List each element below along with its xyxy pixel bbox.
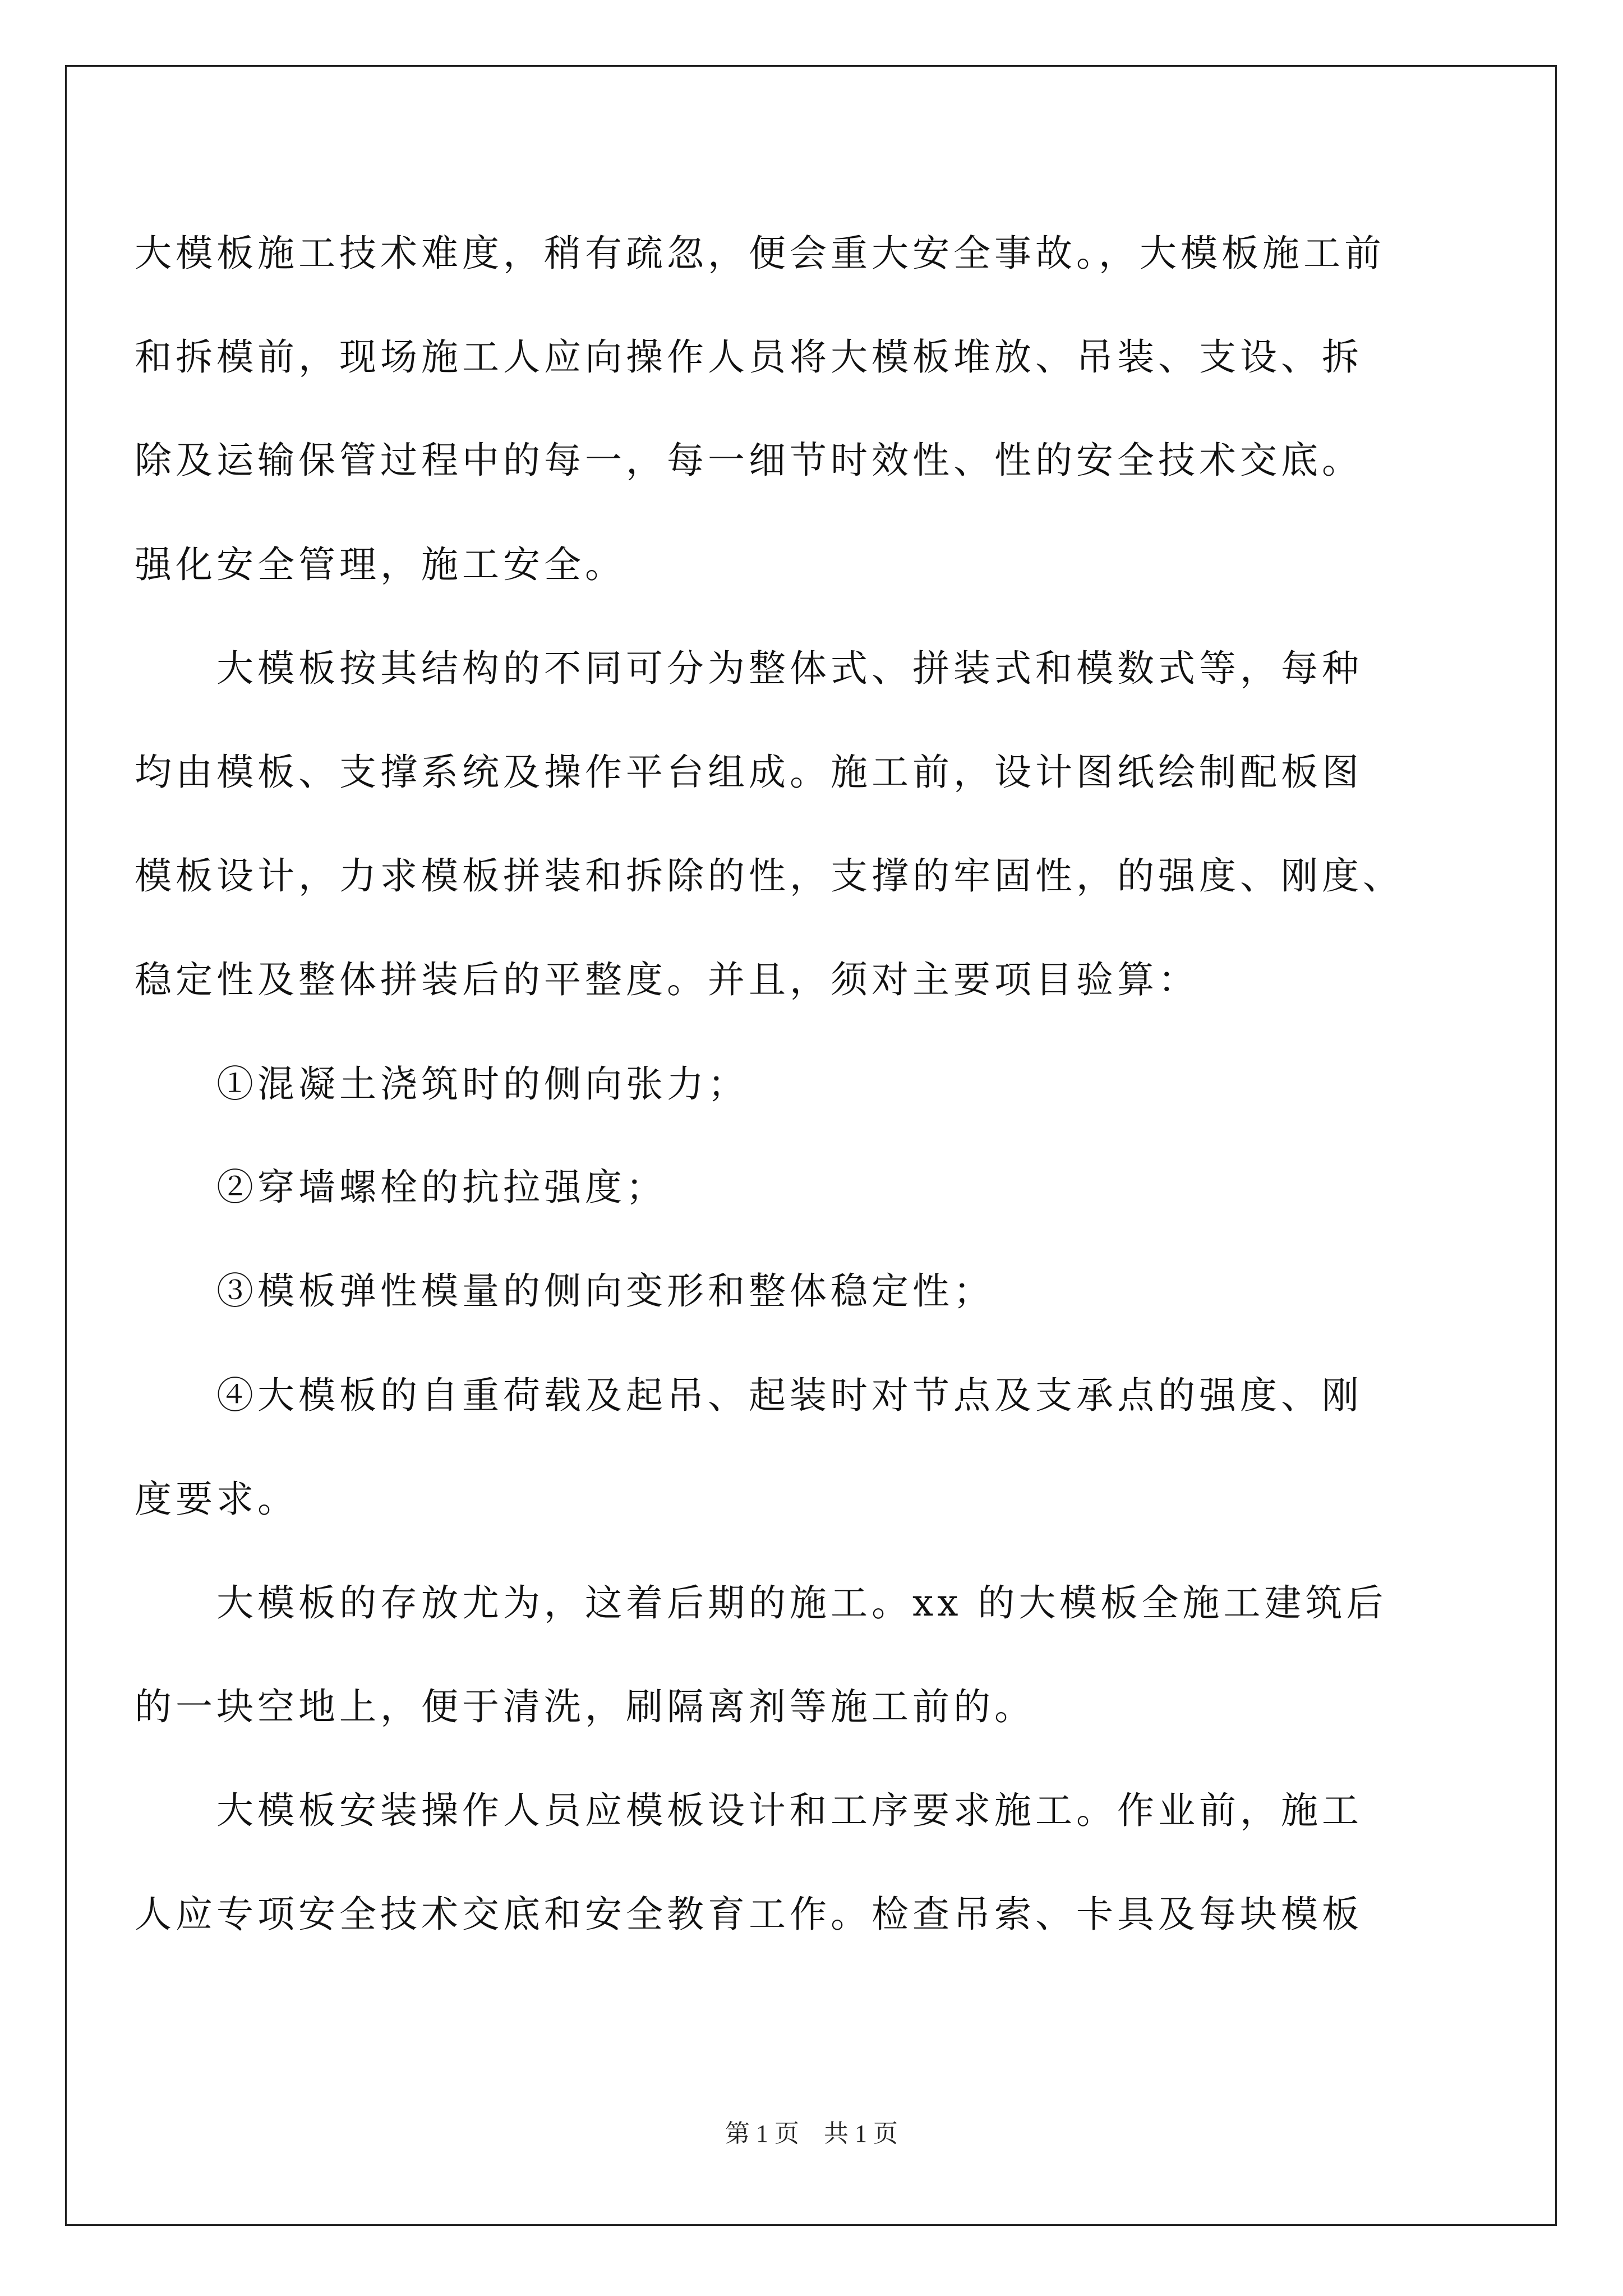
list-item-4: ④大模板的自重荷载及起吊、起装时对节点及支承点的强度、刚 <box>216 1374 1363 1417</box>
text-line-4: 强化安全管理，施工安全。 <box>135 543 626 586</box>
paragraph-indent-line-5: 大模板按其结构的不同可分为整体式、拼装式和模数式等，每种 <box>216 647 1363 690</box>
text-line-13: 度要求。 <box>135 1478 298 1521</box>
paragraph-indent-line-14: 大模板的存放尤为，这着后期的施工。xx 的大模板全施工建筑后 <box>216 1581 1387 1625</box>
text-line-17: 人应专项安全技术交底和安全教育工作。检查吊索、卡具及每块模板 <box>135 1893 1363 1936</box>
list-item-1: ①混凝土浇筑时的侧向张力； <box>216 1062 749 1106</box>
text-line-15: 的一块空地上，便于清洗，刷隔离剂等施工前的。 <box>135 1685 1035 1728</box>
list-item-2: ②穿墙螺栓的抗拉强度； <box>216 1166 667 1209</box>
page-number-footer: 第 1 页 共 1 页 <box>725 2120 898 2147</box>
text-line-6: 均由模板、支撑系统及操作平台组成。施工前，设计图纸绘制配板图 <box>135 751 1363 794</box>
list-item-3: ③模板弹性模量的侧向变形和整体稳定性； <box>216 1269 994 1313</box>
text-line-1: 大模板施工技术难度，稍有疏忽，便会重大安全事故。，大模板施工前 <box>135 232 1385 275</box>
text-line-8: 稳定性及整体拼装后的平整度。并且，须对主要项目验算： <box>135 958 1199 1001</box>
paragraph-indent-line-16: 大模板安装操作人员应模板设计和工序要求施工。作业前，施工 <box>216 1789 1363 1832</box>
text-line-3: 除及运输保管过程中的每一，每一细节时效性、性的安全技术交底。 <box>135 439 1363 482</box>
text-line-2: 和拆模前，现场施工人应向操作人员将大模板堆放、吊装、支设、拆 <box>135 335 1363 379</box>
text-line-7: 模板设计，力求模板拼装和拆除的性，支撑的牢固性，的强度、刚度、 <box>135 854 1404 898</box>
